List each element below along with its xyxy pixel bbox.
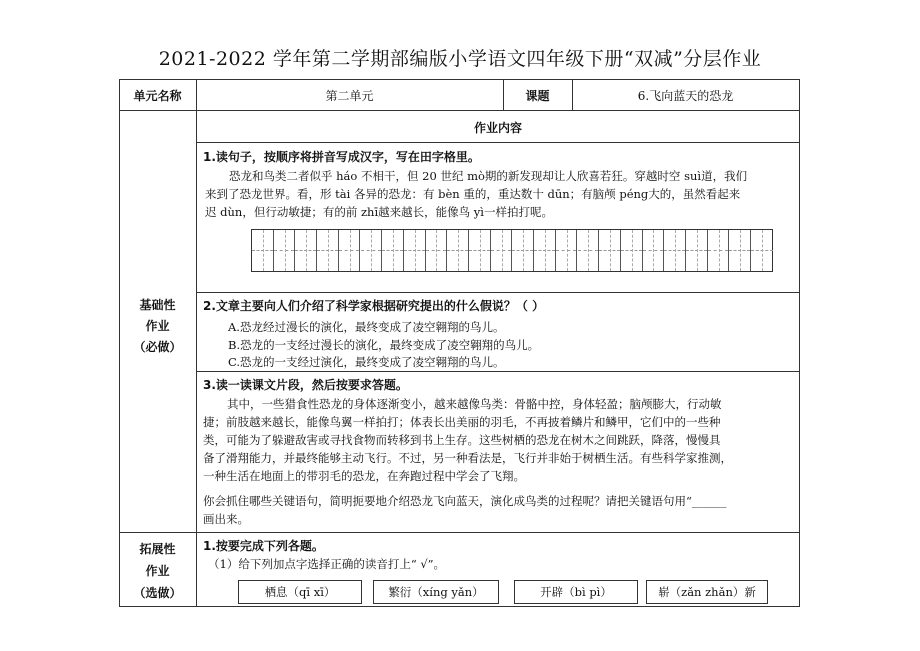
q3-heading: 3.读一读课文片段，然后按要求答题。 (203, 378, 408, 392)
grid-cell[interactable] (469, 230, 491, 271)
grid-cell[interactable] (686, 230, 708, 271)
q3-passage-4: 备了滑翔能力，并最终能够主动飞行。不过，另一种看法是，飞行并非始于树栖生活。有些科学家推测， (203, 451, 732, 465)
grid-cell[interactable] (339, 230, 361, 271)
grid-cell-vmidline (762, 230, 763, 271)
content-header: 作业内容 (473, 121, 522, 135)
q2-bottom (196, 371, 800, 372)
grid-cell[interactable] (534, 230, 556, 271)
grid-cell-vmidline (588, 230, 589, 271)
q3-question-2: 画出来。 (203, 512, 249, 526)
grid-cell-vmidline (263, 230, 264, 271)
grid-cell-vmidline (480, 230, 481, 271)
grid-cell-vmidline (436, 230, 437, 271)
grid-cell[interactable] (426, 230, 448, 271)
ext-heading: 1.按要完成下列各题。 (203, 539, 324, 553)
choice-box-zhanxin[interactable]: 崭（zǎn zhǎn）新 (646, 580, 768, 604)
basic-label-1: 基础性 (139, 298, 176, 312)
grid-cell[interactable] (599, 230, 621, 271)
q3-passage-3: 类，可能为了躲避敌害或寻找食物而转移到书上生存。这些树栖的恐龙在树木之间跳跃，降落，慢慢具 (203, 433, 721, 447)
basic-bottom (119, 532, 800, 533)
grid-cell[interactable] (382, 230, 404, 271)
grid-cell-vmidline (306, 230, 307, 271)
choice-box-qixi[interactable]: 栖息（qī xī） (238, 580, 362, 604)
page-title: 2021-2022 学年第二学期部编版小学语文四年级下册“双减”分层作业 (158, 48, 762, 70)
choice-box-kaipi[interactable]: 开辟（bì pì） (514, 580, 638, 604)
grid-cell[interactable] (447, 230, 469, 271)
grid-cell-vmidline (697, 230, 698, 271)
grid-cell[interactable] (708, 230, 730, 271)
grid-cell[interactable] (729, 230, 751, 271)
grid-cell[interactable] (578, 230, 600, 271)
ext-sub-question: （1）给下列加点字选择正确的读音打上“ √”。 (208, 557, 446, 571)
grid-cell-vmidline (371, 230, 372, 271)
grid-cell-vmidline (545, 230, 546, 271)
header-row-bottom (119, 110, 800, 111)
q1-heading: 1.读句子，按顺序将拼音写成汉字，写在田字格里。 (203, 150, 480, 164)
basic-label-3: （必做） (133, 340, 182, 354)
q3-passage-1: 其中，一些猎食性恐龙的身体逐渐变小，越来越像鸟类：骨骼中控，身体轻盈；脑颅膨大，行动敏 (227, 397, 722, 411)
table-bottom (119, 606, 800, 607)
unit-value: 第二单元 (325, 89, 374, 103)
q2-heading: 2.文章主要向人们介绍了科学家根据研究提出的什么假说？（ ） (203, 299, 545, 313)
ext-label-1: 拓展性 (139, 542, 176, 556)
grid-cell[interactable] (751, 230, 773, 271)
topic-label: 课题 (525, 89, 550, 103)
grid-cell-vmidline (523, 230, 524, 271)
grid-cell[interactable] (664, 230, 686, 271)
q2-option-a[interactable]: A.恐龙经过漫长的演化，最终变成了凌空翱翔的鸟儿。 (228, 320, 505, 334)
q3-passage-2: 捷；前肢越来越长，能像鸟翼一样拍打；体表长出美丽的羽毛，不再披着鳞片和鳞甲，它们中的一些种 (203, 415, 721, 429)
grid-cell[interactable] (643, 230, 665, 271)
grid-cell[interactable] (252, 230, 274, 271)
grid-cell[interactable] (274, 230, 296, 271)
grid-cell-vmidline (653, 230, 654, 271)
grid-cell[interactable] (491, 230, 513, 271)
grid-cell[interactable] (556, 230, 578, 271)
basic-label-2: 作业 (145, 319, 170, 333)
choice-box-fanyan[interactable]: 繁衍（xíng yǎn） (373, 580, 499, 604)
grid-cell-vmidline (632, 230, 633, 271)
q1-line-1: 恐龙和鸟类二者似乎 háo 不相干，但 20 世纪 mò期的新发现却让人欣喜若狂。穿越时空 suì道，我们 (229, 169, 748, 183)
topic-value: 6.飞向蓝天的恐龙 (637, 89, 734, 103)
grid-cell[interactable] (295, 230, 317, 271)
table-right-border (799, 79, 800, 607)
grid-cell[interactable] (512, 230, 534, 271)
q1-bottom (196, 292, 800, 293)
grid-cell-vmidline (567, 230, 568, 271)
q3-passage-5: 一种生活在地面上的带羽毛的恐龙，在奔跑过程中学会了飞翔。 (203, 469, 525, 483)
grid-cell-vmidline (610, 230, 611, 271)
grid-cell-vmidline (328, 230, 329, 271)
grid-cell-vmidline (675, 230, 676, 271)
content-header-bottom (196, 142, 800, 143)
grid-cell-vmidline (740, 230, 741, 271)
q2-option-b[interactable]: B.恐龙的一支经过漫长的演化，最终变成了凌空翱翔的鸟儿。 (228, 338, 540, 352)
q1-line-3: 迟 dùn，但行动敏捷；有的前 zhī越来越长，能像鸟 yì一样拍打呢。 (205, 205, 553, 219)
tianzige-grid[interactable] (251, 229, 773, 272)
grid-cell-vmidline (415, 230, 416, 271)
grid-cell-vmidline (285, 230, 286, 271)
grid-cell[interactable] (317, 230, 339, 271)
grid-cell-vmidline (350, 230, 351, 271)
grid-cell[interactable] (621, 230, 643, 271)
q2-option-c[interactable]: C.恐龙的一支经过演化，最终变成了凌空翱翔的鸟儿。 (228, 355, 505, 369)
label-col-divider (196, 79, 197, 607)
ext-label-2: 作业 (145, 564, 170, 578)
grid-cell-vmidline (719, 230, 720, 271)
grid-cell-vmidline (393, 230, 394, 271)
q1-line-2: 来到了恐龙世界。看，形 tài 各异的恐龙：有 bèn 重的，重达数十 dūn；有脑颅 péng大的，虽然看起来 (205, 187, 741, 201)
grid-cell-vmidline (502, 230, 503, 271)
grid-cell-vmidline (458, 230, 459, 271)
table-top-border (119, 79, 800, 80)
grid-cell[interactable] (404, 230, 426, 271)
grid-cell[interactable] (361, 230, 383, 271)
ext-label-3: （选做） (133, 586, 182, 600)
q3-question-1: 你会抓住哪些关键语句，简明扼要地介绍恐龙飞向蓝天，演化成鸟类的过程呢？请把关键语句用“______ (203, 494, 727, 508)
unit-label: 单元名称 (133, 89, 182, 103)
